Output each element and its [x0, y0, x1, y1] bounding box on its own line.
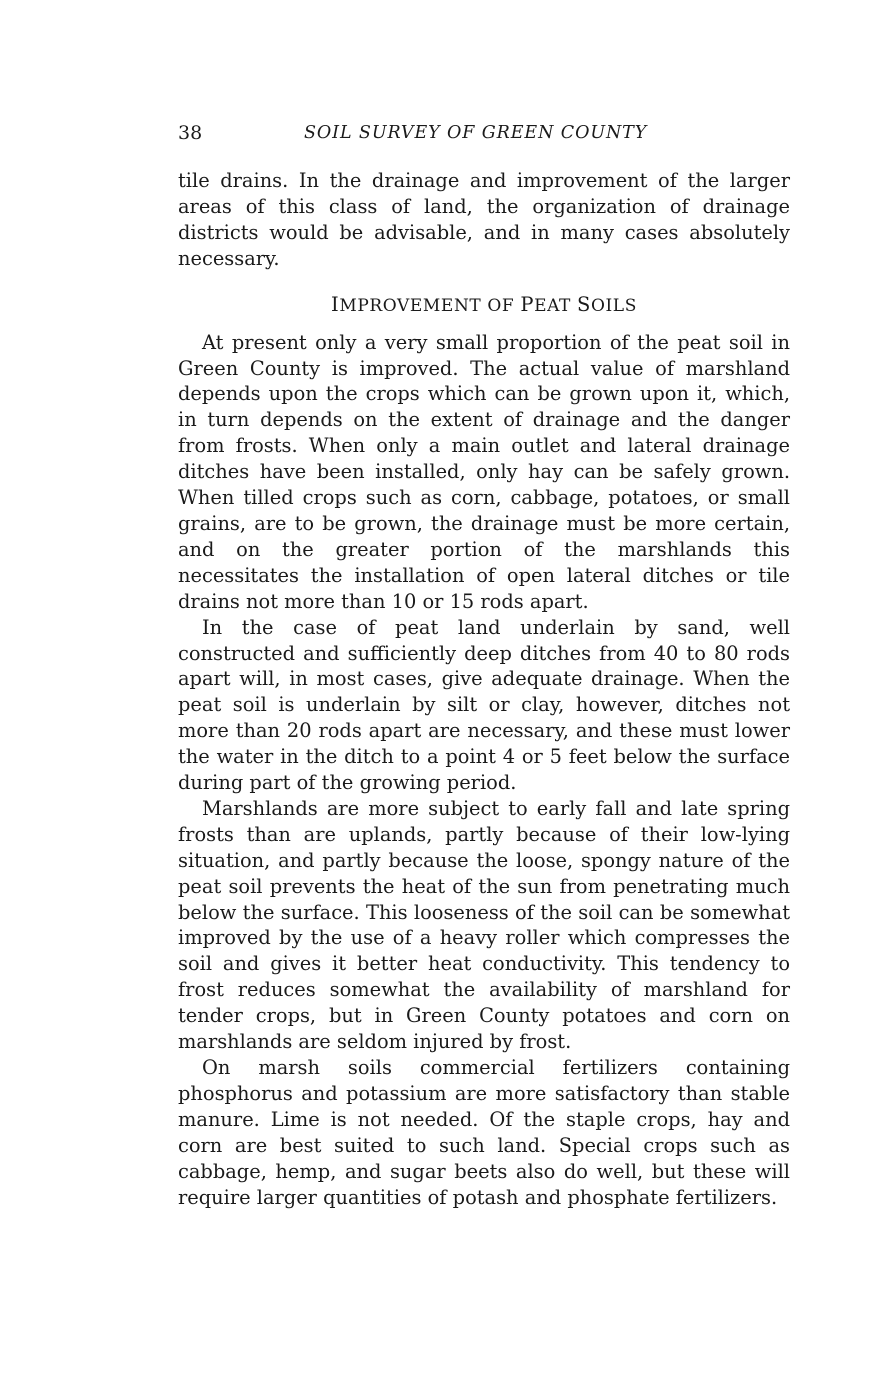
paragraph-3: Marshlands are more subject to early fall and late spring frosts than are uplands, partly because of their low-lying situation, and partly because the loose, spongy nature of the peat soil prevents the heat of the sun from penetrating much below the surface. This looseness of the soil can be somewhat improved by the use of a heavy roller which compresses the soil and gives it better heat conductivity. This tendency to frost reduces somewhat the availability of marshland for tender crops, but in Green County potatoes and corn on marshlands are seldom injured by frost. [178, 796, 790, 1054]
paragraph-4: On marsh soils commercial fertilizers containing phosphorus and potassium are more satisfactory than stable manure. Lime is not needed. Of the staple crops, hay and corn are best suited to such land. Special crops such as cabbage, hemp, and sugar beets also do well, but these will require larger quantities of potash and phosphate fertilizers. [178, 1056, 790, 1209]
section-heading-word-3: EAT [534, 295, 571, 316]
section-heading-cap-4: S [576, 292, 591, 316]
section-heading-cap-3: P [520, 292, 535, 316]
section-heading-cap-1: I [331, 292, 340, 316]
section-heading-word-4: OILS [590, 295, 637, 316]
paragraph-continued: tile drains. In the drainage and improvement of the larger areas of this class of land, the organization of drainage districts would be advisable, and in many cases absolutely necessary. [178, 169, 790, 270]
paragraph-1: At present only a very small proportion of the peat soil in Green County is improved. The actual value of marshland depends upon the crops which can be grown upon it, which, in turn depends on the extent of drainage and the danger from frosts. When only a main outlet and lateral drainage ditches have been installed, only hay can be safely grown. When tilled crops such as corn, cabbage, potatoes, or small grains, are to be grown, the drainage must be more certain, and on the greater portion of the marshlands this necessitates the installation of open lateral ditches or tile drains not more than 10 or 15 rods apart. [178, 330, 790, 613]
book-page [178, 118, 790, 1210]
running-head-title: SOIL SURVEY OF GREEN COUNTY [304, 123, 648, 143]
section-heading [178, 292, 790, 319]
page-number: 38 [178, 122, 203, 144]
body-text [178, 168, 790, 1210]
running-head [178, 118, 790, 148]
paragraph-2: In the case of peat land underlain by sand, well constructed and sufficiently deep ditches from 40 to 80 rods apart will, in most cases, give adequate drainage. When the peat soil is underlain by silt or clay, however, ditches not more than 20 rods apart are necessary, and these must lower the water in the ditch to a point 4 or 5 feet below the surface during part of the growing period. [178, 615, 790, 795]
section-heading-word-2: OF [487, 295, 515, 316]
section-heading-word-1: MPROVEMENT [339, 295, 482, 316]
